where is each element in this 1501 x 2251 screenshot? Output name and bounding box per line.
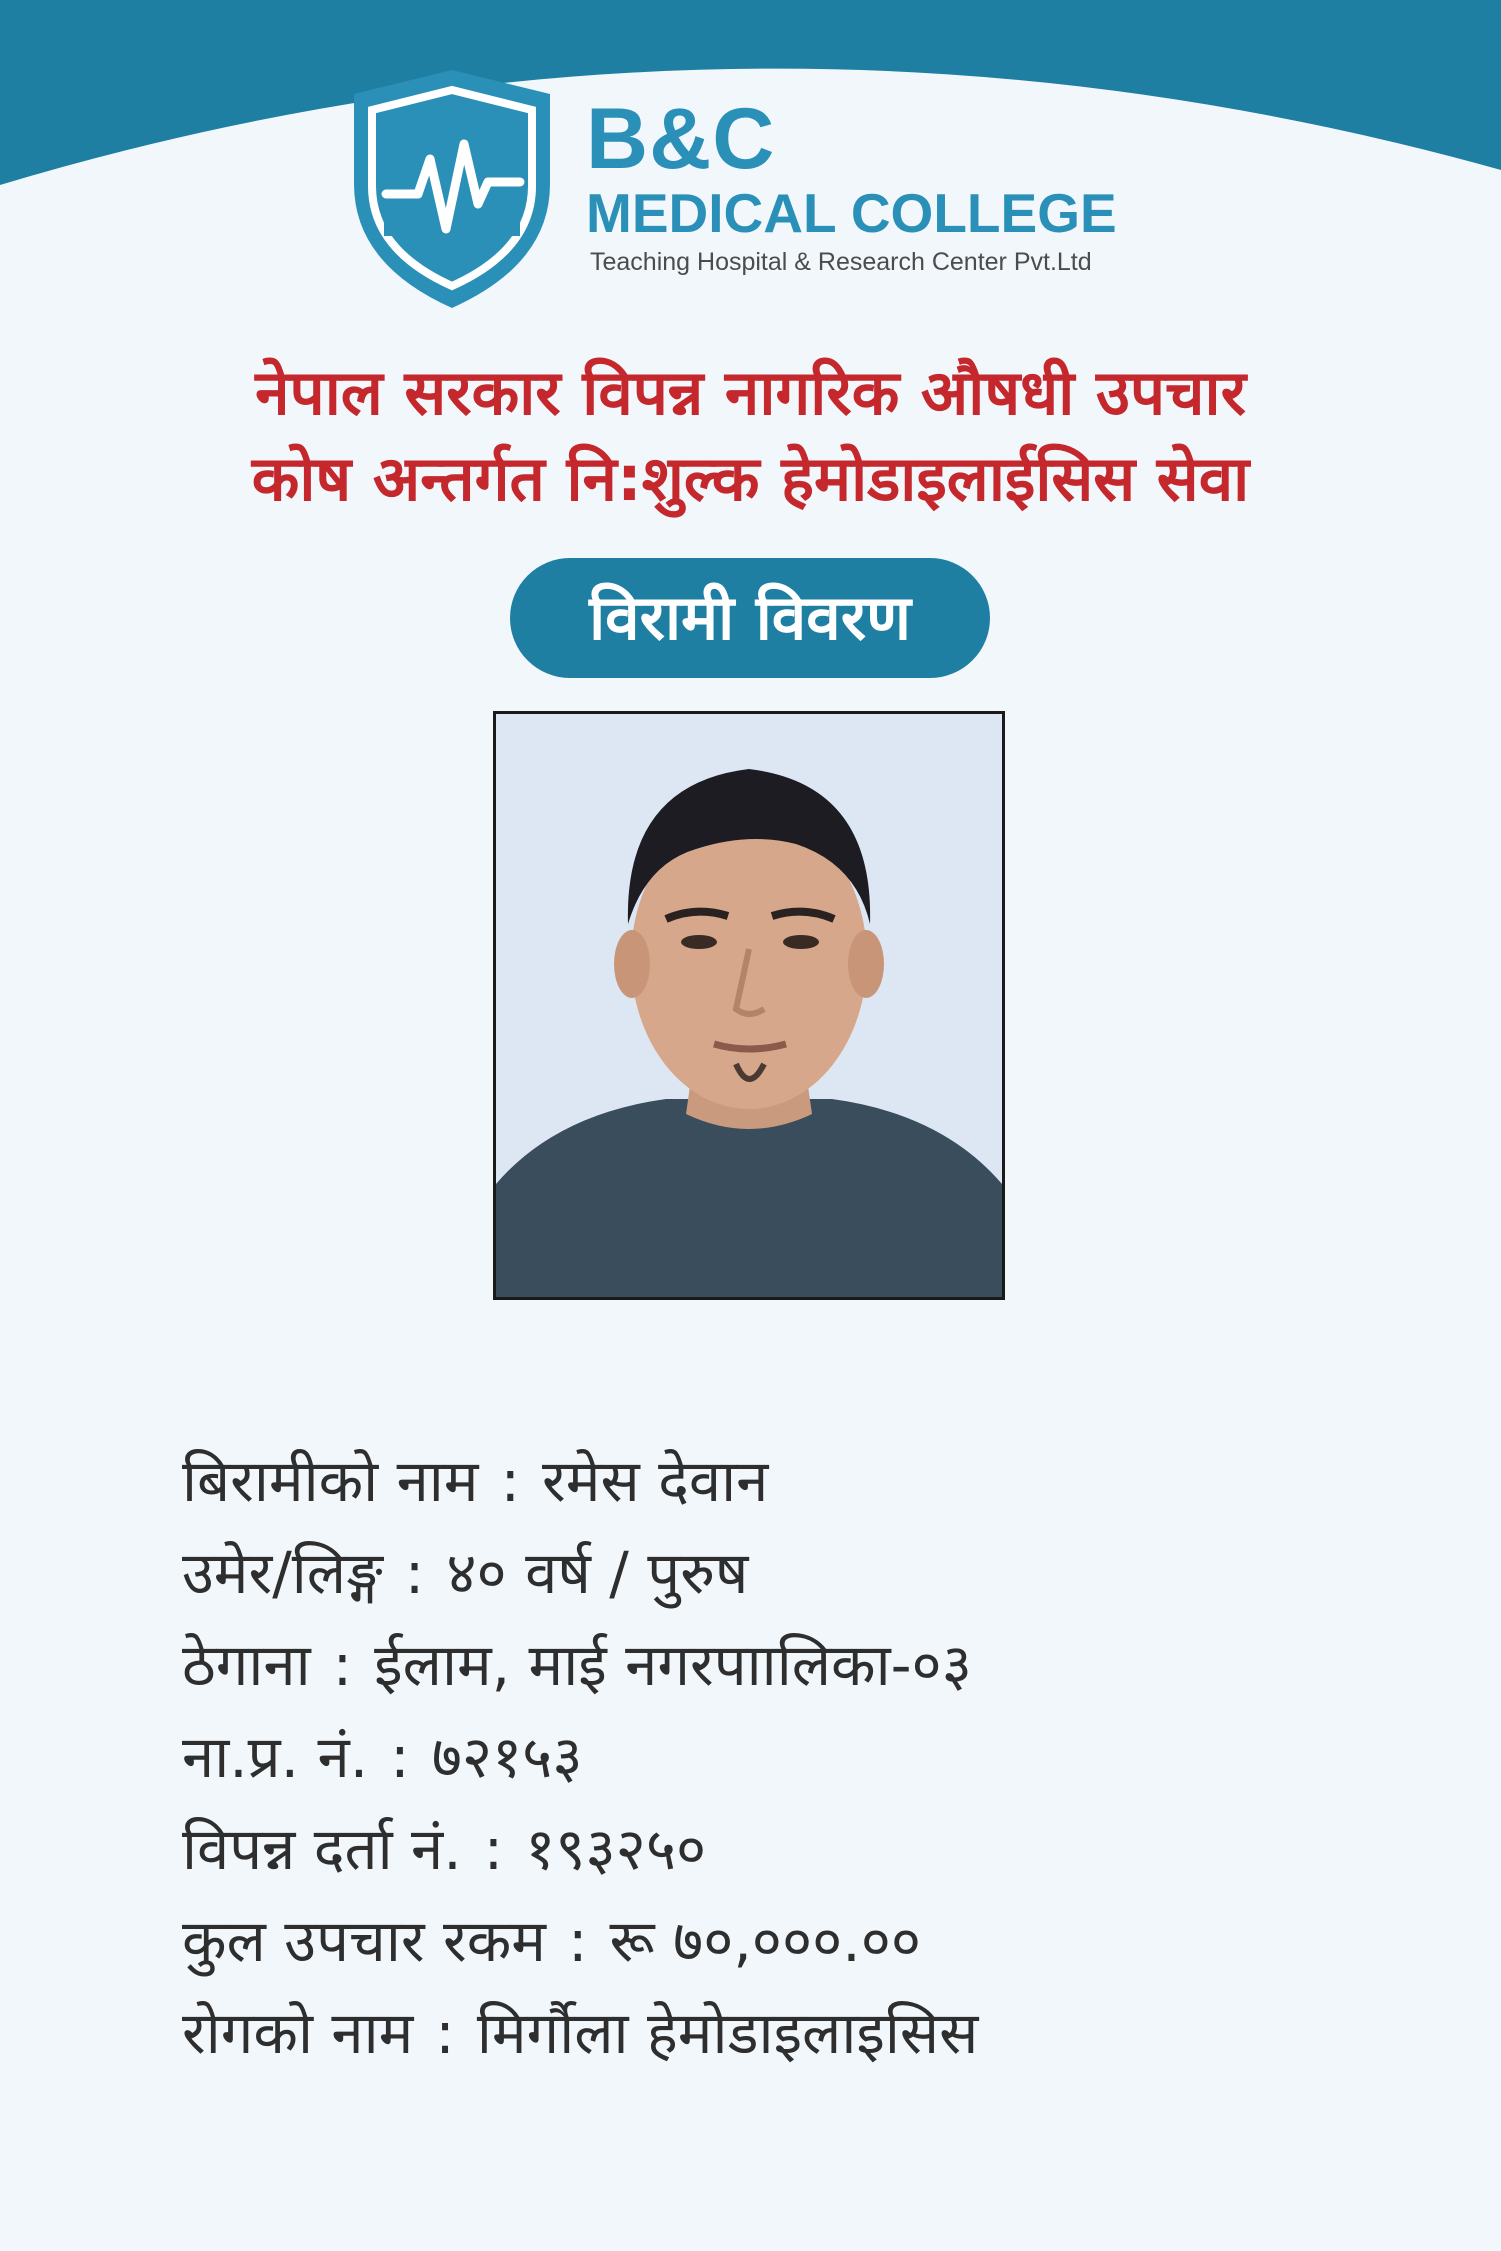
patient-details: [182, 1435, 1422, 2079]
patient-photo: [493, 711, 1005, 1300]
headline-line-2: कोष अन्तर्गत नि:शुल्क हेमोडाइलाईसिस सेवा: [251, 442, 1250, 515]
detail-row-amount: [182, 1895, 1422, 1987]
detail-row-registration: [182, 1803, 1422, 1895]
brand-block: [586, 91, 1186, 278]
detail-separator: :: [568, 1907, 588, 1975]
patient-portrait: [496, 714, 1002, 1297]
section-title-pill: विरामी विवरण: [510, 558, 990, 678]
headline: [60, 350, 1441, 522]
detail-value: ७२१५३: [431, 1723, 583, 1791]
detail-label: उमेर/लिङ्ग: [182, 1539, 383, 1607]
detail-value: ईलाम, माई नगरपाालिका-०३: [374, 1631, 972, 1699]
detail-separator: :: [500, 1447, 521, 1515]
detail-separator: :: [332, 1631, 353, 1699]
detail-label: ठेगाना: [182, 1631, 311, 1699]
detail-row-age-gender: [182, 1527, 1422, 1619]
detail-label: कुल उपचार रकम: [182, 1907, 546, 1975]
detail-value: ४० वर्ष / पुरुष: [446, 1539, 749, 1607]
detail-separator: :: [404, 1539, 425, 1607]
brand-college: MEDICAL COLLEGE: [586, 182, 1117, 244]
detail-row-address: [182, 1619, 1422, 1711]
detail-row-name: [182, 1435, 1422, 1527]
detail-label: रोगको नाम: [182, 1999, 414, 2067]
detail-value: मिर्गौला हेमोडाइलाइसिस: [476, 1999, 979, 2067]
header: [346, 64, 1166, 314]
shield-heartbeat-icon: [346, 64, 558, 314]
detail-value: १९३२५०: [525, 1815, 707, 1883]
brand-tagline: Teaching Hospital & Research Center Pvt.Ltd: [590, 248, 1092, 276]
detail-separator: :: [483, 1815, 504, 1883]
detail-row-disease: [182, 1987, 1422, 2079]
headline-line-1: नेपाल सरकार विपन्न नागरिक औषधी उपचार: [255, 356, 1246, 429]
brand-name: B&C: [586, 91, 776, 187]
detail-row-citizenship: [182, 1711, 1422, 1803]
detail-value: रू ७०,०००.००: [609, 1907, 922, 1975]
detail-label: ना.प्र. नं.: [182, 1723, 369, 1791]
detail-label: बिरामीको नाम: [182, 1447, 479, 1515]
detail-value: रमेस देवान: [542, 1447, 769, 1515]
detail-label: विपन्न दर्ता नं.: [182, 1815, 462, 1883]
detail-separator: :: [390, 1723, 410, 1791]
detail-separator: :: [435, 1999, 455, 2067]
